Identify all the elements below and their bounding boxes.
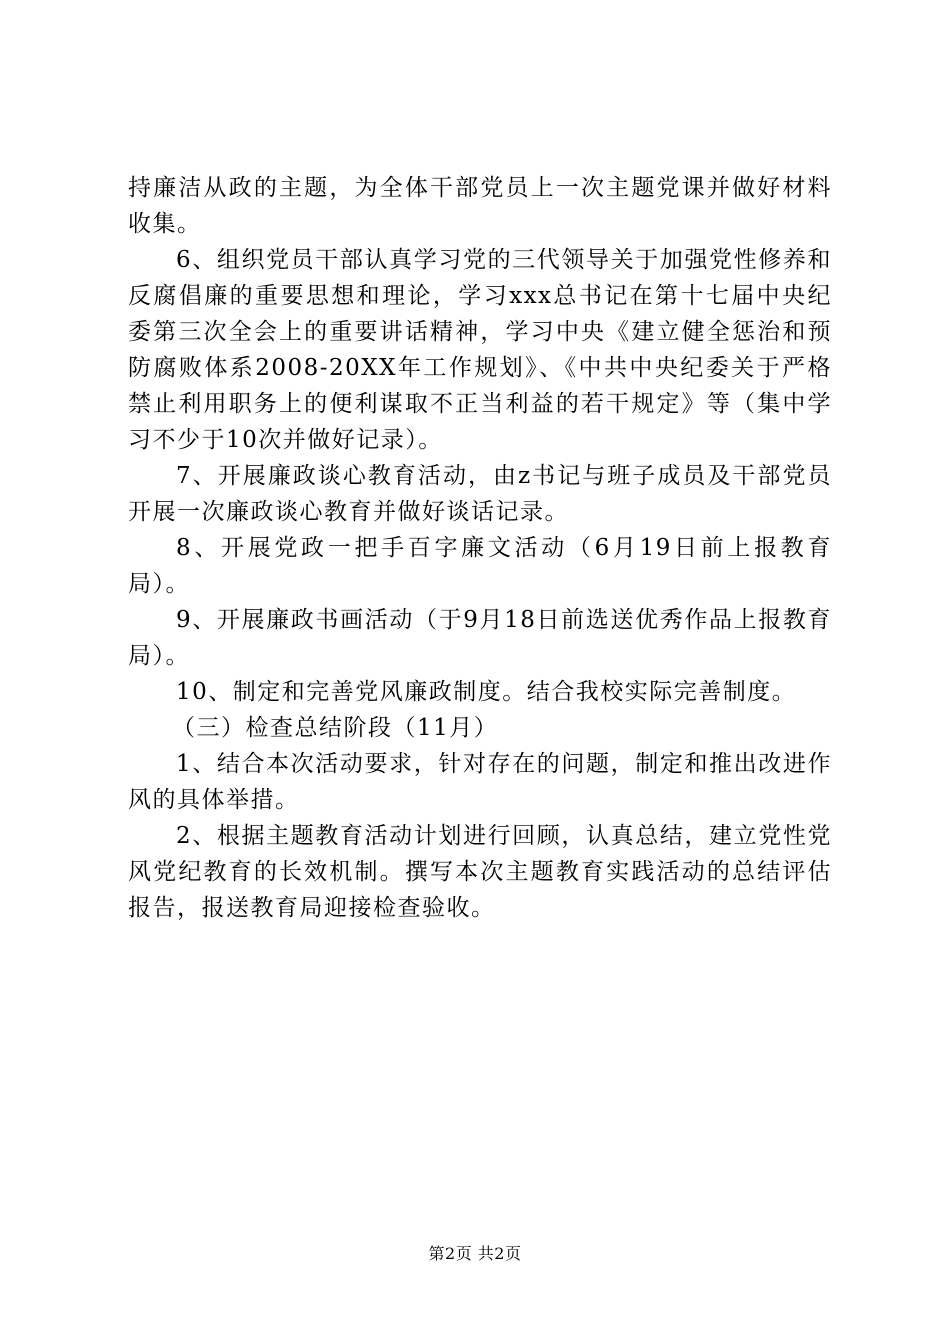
page-footer: 第2页 共2页 (428, 1244, 522, 1263)
paragraph-item-6: 6、组织党员干部认真学习党的三代领导关于加强党性修养和反腐倡廉的重要思想和理论，学习xxx总书记在第十七届中央纪委第三次全会上的重要讲话精神，学习中央《建立健全惩治和预防腐败体系2008-20XX年工作规划》、《中共中央纪委关于严格禁止利用职务上的便利谋取不正当利益的若干规定》等（集中学习不少于10次并做好记录）。 (128, 247, 832, 453)
section-heading-review-stage: （三）检查总结阶段（11月） (172, 715, 499, 741)
paragraph-item-9: 9、开展廉政书画活动（于9月18日前选送优秀作品上报教育局）。 (128, 607, 832, 669)
paragraph-item-10: 10、制定和完善党风廉政制度。结合我校实际完善制度。 (176, 679, 797, 705)
paragraph-item-7: 7、开展廉政谈心教育活动，由z书记与班子成员及干部党员开展一次廉政谈心教育并做好谈话记录。 (128, 463, 832, 525)
paragraph-item-8: 8、开展党政一把手百字廉文活动（6月19日前上报教育局）。 (128, 535, 832, 597)
document-body (128, 170, 832, 926)
paragraph-review-item-2: 2、根据主题教育活动计划进行回顾，认真总结，建立党性党风党纪教育的长效机制。撰写本次主题教育实践活动的总结评估报告，报送教育局迎接检查验收。 (128, 823, 832, 921)
paragraph-continuation: 持廉洁从政的主题，为全体干部党员上一次主题党课并做好材料收集。 (128, 175, 832, 237)
paragraph-review-item-1: 1、结合本次活动要求，针对存在的问题，制定和推出改进作风的具体举措。 (128, 751, 832, 813)
